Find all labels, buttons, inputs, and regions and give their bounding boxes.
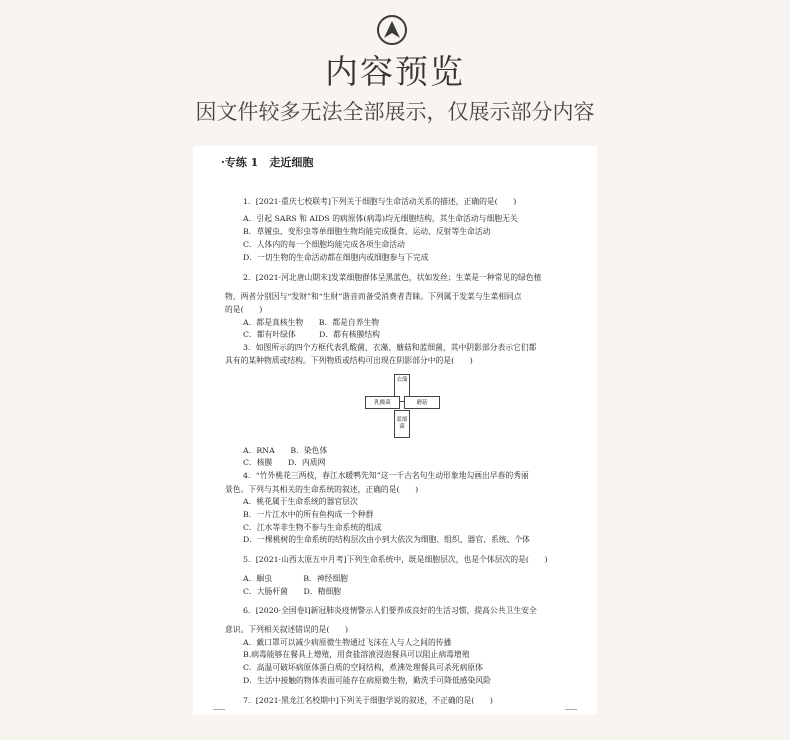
question-line: 的是( )	[225, 305, 263, 314]
figure-label-top: 衣藻	[394, 374, 410, 402]
question-4: 4．“竹外桃花三两枝，春江水暖鸭先知”这一千古名句生动形象地勾画出早春的秀丽	[243, 471, 529, 480]
figure-label-left: 乳酸菌	[365, 396, 400, 409]
question-1: 1．[2021·重庆七校联考]下列关于细胞与生命活动关系的描述，正确的是( )	[243, 197, 517, 206]
option-line: A．RNA B．染色体	[243, 446, 328, 455]
option-line: A．蛔虫 B．神经细胞	[243, 574, 348, 583]
question-5: 5．[2021·山西太原五中月考]下列生命系统中，既是细胞层次，也是个体层次的是( )	[243, 555, 548, 564]
option-line: C．核膜 D．内质网	[243, 458, 326, 467]
question-line: 景色。下列与其相关的生命系统的叙述，正确的是( )	[225, 485, 419, 494]
option-line: C．都有叶绿体 D．都有核膜结构	[243, 330, 380, 339]
option-line: A．引起 SARS 和 AIDS 的病原体(病毒)均无细胞结构，其生命活动与细胞无关	[243, 214, 518, 223]
question-line: 意识。下列相关叙述错误的是( )	[225, 625, 349, 634]
option-line: A．戴口罩可以减少病原微生物通过飞沫在人与人之间的传播	[243, 638, 452, 647]
page-corner-mark	[565, 709, 577, 715]
page-title: 内容预览	[325, 52, 465, 91]
figure-label-bottom: 蓝细菌	[394, 410, 410, 438]
option-line: A．都是真核生物 B．都是自养生物	[243, 318, 380, 327]
question-line: 物，两者分别因与“发财”和“生财”谐音而备受消费者青睐。下列属于发菜与生菜相同点	[225, 292, 522, 301]
option-line: C．人体内的每一个细胞均能完成各项生命活动	[243, 240, 405, 249]
figure-label-right: 蘑菇	[404, 396, 440, 409]
option-line: B.病毒能够在餐具上增殖，用食盐溶液浸泡餐具可以阻止病毒增殖	[243, 650, 470, 659]
option-line: C．高温可破坏病原体蛋白质的空间结构，煮沸处理餐具可杀死病原体	[243, 663, 483, 672]
question-7: 7．[2021·黑龙江名校期中]下列关于细胞学说的叙述，不正确的是( )	[243, 696, 493, 705]
option-line: D．一切生物的生命活动都在细胞内或细胞参与下完成	[243, 253, 429, 262]
question-6: 6．[2020·全国卷Ⅰ]新冠肺炎疫情警示人们要养成良好的生活习惯，提高公共卫生安全	[243, 606, 537, 615]
question-line: 具有的某种物质或结构。下列物质或结构可出现在阴影部分中的是( )	[225, 356, 473, 365]
document-preview	[193, 146, 597, 715]
section-title: ·专练 1 走近细胞	[221, 156, 314, 169]
question-3: 3．如图所示的四个方框代表乳酸菌、衣藻、蘑菇和蓝细菌，其中阴影部分表示它们都	[243, 343, 537, 352]
up-arrow-circle-icon	[377, 15, 407, 45]
page-corner-mark	[213, 709, 225, 715]
option-line: D．生活中接触的物体表面可能存在病原微生物，勤洗手可降低感染风险	[243, 676, 491, 685]
option-line: A．桃花属于生命系统的器官层次	[243, 497, 358, 506]
venn-cross-figure	[365, 374, 441, 444]
option-line: B．一片江水中的所有鱼构成一个种群	[243, 510, 374, 519]
question-2: 2．[2021·河北唐山期末]发菜细胞群体呈黑蓝色，状如发丝；生菜是一种常见的绿色植	[243, 273, 542, 282]
option-line: C．大肠杆菌 D．精细胞	[243, 587, 341, 596]
page-subtitle: 因文件较多无法全部展示，仅展示部分内容	[195, 100, 595, 124]
option-line: B．草履虫、变形虫等单细胞生物均能完成摄食、运动、反射等生命活动	[243, 227, 491, 236]
option-line: D．一棵桃树的生命系统的结构层次由小到大依次为细胞、组织、器官、系统、个体	[243, 535, 530, 544]
option-line: C．江水等非生物不参与生命系统的组成	[243, 523, 382, 532]
